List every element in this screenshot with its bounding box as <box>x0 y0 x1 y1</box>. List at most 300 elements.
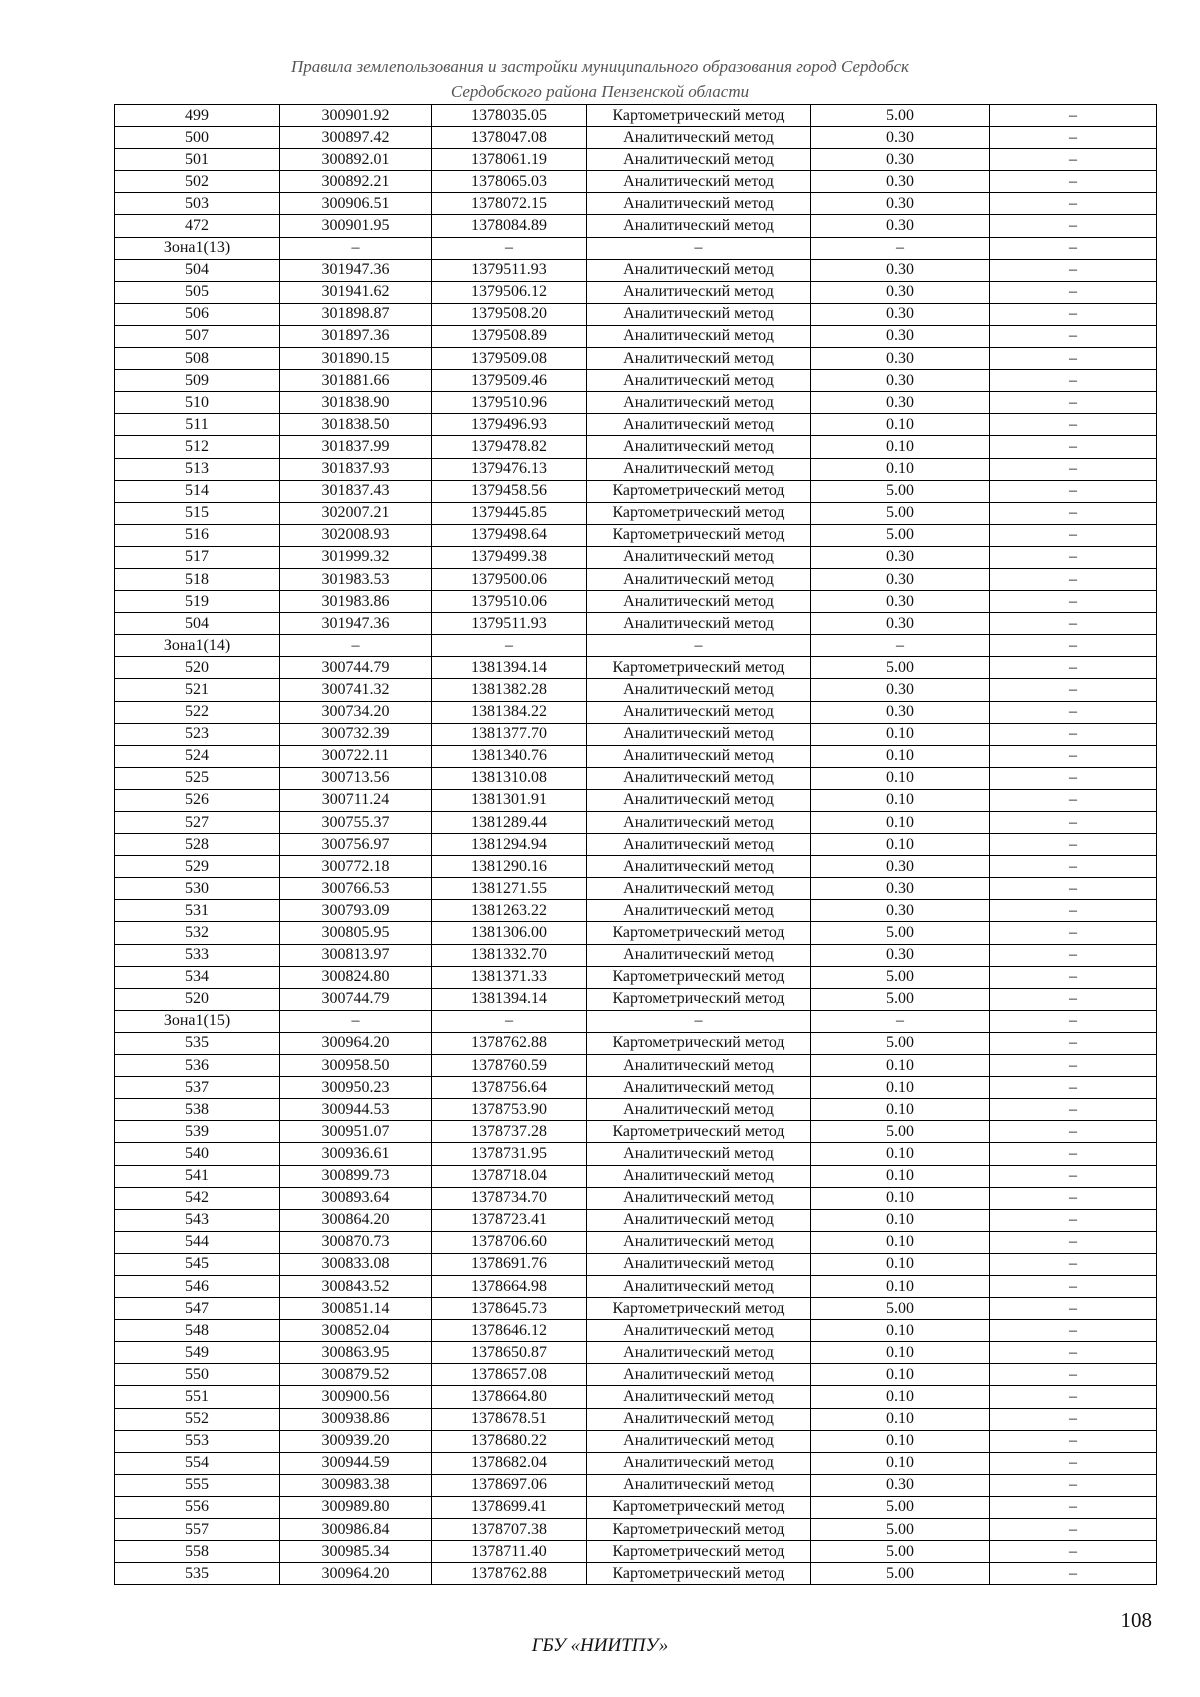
table-row <box>115 370 1157 392</box>
x-coordinate-cell: 300964.20 <box>280 1032 432 1054</box>
table-row <box>115 546 1157 568</box>
page-header <box>0 54 1200 104</box>
description-cell: – <box>990 303 1157 325</box>
method-cell: Аналитический метод <box>587 723 811 745</box>
y-coordinate-cell: 1378723.41 <box>432 1209 587 1231</box>
description-cell: – <box>990 1541 1157 1563</box>
description-cell: – <box>990 1143 1157 1165</box>
accuracy-cell: 0.30 <box>811 613 990 635</box>
point-number-cell: 502 <box>115 171 280 193</box>
table-row <box>115 745 1157 767</box>
x-coordinate-cell: 300901.92 <box>280 105 432 127</box>
method-cell: Аналитический метод <box>587 370 811 392</box>
header-line-1: Правила землепользования и застройки муниципального образования город Сердобск <box>290 57 909 76</box>
x-coordinate-cell: 300756.97 <box>280 834 432 856</box>
x-coordinate-cell: 300851.14 <box>280 1298 432 1320</box>
x-coordinate-cell: 300879.52 <box>280 1364 432 1386</box>
x-coordinate-cell: 301837.93 <box>280 458 432 480</box>
table-row <box>115 1143 1157 1165</box>
table-row <box>115 1452 1157 1474</box>
description-cell: – <box>990 348 1157 370</box>
point-number-cell: 555 <box>115 1474 280 1496</box>
x-coordinate-cell: 301999.32 <box>280 546 432 568</box>
y-coordinate-cell: 1379500.06 <box>432 568 587 590</box>
accuracy-cell: 0.30 <box>811 568 990 590</box>
method-cell: Картометрический метод <box>587 657 811 679</box>
accuracy-cell: 0.10 <box>811 1165 990 1187</box>
x-coordinate-cell: – <box>280 1010 432 1032</box>
description-cell: – <box>990 723 1157 745</box>
description-cell: – <box>990 480 1157 502</box>
table-row <box>115 502 1157 524</box>
x-coordinate-cell: 300964.20 <box>280 1563 432 1585</box>
y-coordinate-cell: 1378645.73 <box>432 1298 587 1320</box>
description-cell: – <box>990 1474 1157 1496</box>
point-number-cell: 521 <box>115 679 280 701</box>
table-row <box>115 856 1157 878</box>
y-coordinate-cell: 1378707.38 <box>432 1519 587 1541</box>
table-row <box>115 1342 1157 1364</box>
x-coordinate-cell: 300711.24 <box>280 789 432 811</box>
table-row <box>115 922 1157 944</box>
y-coordinate-cell: 1378756.64 <box>432 1077 587 1099</box>
description-cell: – <box>990 1209 1157 1231</box>
x-coordinate-cell: 300939.20 <box>280 1430 432 1452</box>
accuracy-cell: 0.10 <box>811 1452 990 1474</box>
description-cell: – <box>990 1320 1157 1342</box>
x-coordinate-cell: 302008.93 <box>280 524 432 546</box>
method-cell: Аналитический метод <box>587 944 811 966</box>
method-cell: Аналитический метод <box>587 1430 811 1452</box>
accuracy-cell: 0.30 <box>811 348 990 370</box>
table-row <box>115 171 1157 193</box>
table-row <box>115 259 1157 281</box>
table-row <box>115 1430 1157 1452</box>
page-footer: ГБУ «НИИТПУ» <box>531 1635 669 1656</box>
point-number-cell: 520 <box>115 657 280 679</box>
accuracy-cell: 0.10 <box>811 1430 990 1452</box>
accuracy-cell: 0.10 <box>811 1143 990 1165</box>
table-row <box>115 458 1157 480</box>
coordinates-table-body <box>115 105 1157 1585</box>
accuracy-cell: 0.30 <box>811 193 990 215</box>
method-cell: Аналитический метод <box>587 1077 811 1099</box>
table-row <box>115 1032 1157 1054</box>
description-cell: – <box>990 1496 1157 1518</box>
table-row <box>115 193 1157 215</box>
y-coordinate-cell: 1378737.28 <box>432 1121 587 1143</box>
y-coordinate-cell: 1379496.93 <box>432 414 587 436</box>
y-coordinate-cell: 1379510.96 <box>432 392 587 414</box>
accuracy-cell: 0.10 <box>811 834 990 856</box>
y-coordinate-cell: 1379508.89 <box>432 325 587 347</box>
point-number-cell: 531 <box>115 900 280 922</box>
x-coordinate-cell: 300805.95 <box>280 922 432 944</box>
table-row <box>115 613 1157 635</box>
accuracy-cell: 0.10 <box>811 789 990 811</box>
x-coordinate-cell: 300870.73 <box>280 1231 432 1253</box>
y-coordinate-cell: 1378697.06 <box>432 1474 587 1496</box>
y-coordinate-cell: 1378664.98 <box>432 1275 587 1297</box>
method-cell: Аналитический метод <box>587 701 811 723</box>
method-cell: Аналитический метод <box>587 127 811 149</box>
method-cell: – <box>587 237 811 259</box>
method-cell: Аналитический метод <box>587 1099 811 1121</box>
description-cell: – <box>990 149 1157 171</box>
x-coordinate-cell: 300938.86 <box>280 1408 432 1430</box>
accuracy-cell: 0.10 <box>811 1408 990 1430</box>
description-cell: – <box>990 193 1157 215</box>
table-row <box>115 1364 1157 1386</box>
x-coordinate-cell: 300899.73 <box>280 1165 432 1187</box>
point-number-cell: 543 <box>115 1209 280 1231</box>
x-coordinate-cell: 300824.80 <box>280 966 432 988</box>
table-row <box>115 966 1157 988</box>
point-number-cell: Зона1(14) <box>115 635 280 657</box>
method-cell: Аналитический метод <box>587 436 811 458</box>
method-cell: Аналитический метод <box>587 392 811 414</box>
method-cell: Картометрический метод <box>587 1496 811 1518</box>
table-row <box>115 1541 1157 1563</box>
point-number-cell: 553 <box>115 1430 280 1452</box>
description-cell: – <box>990 1519 1157 1541</box>
description-cell: – <box>990 878 1157 900</box>
x-coordinate-cell: 300985.34 <box>280 1541 432 1563</box>
accuracy-cell: 0.30 <box>811 171 990 193</box>
accuracy-cell: 5.00 <box>811 105 990 127</box>
accuracy-cell: 5.00 <box>811 657 990 679</box>
point-number-cell: 512 <box>115 436 280 458</box>
accuracy-cell: 0.10 <box>811 1055 990 1077</box>
description-cell: – <box>990 1452 1157 1474</box>
method-cell: Аналитический метод <box>587 1209 811 1231</box>
table-row <box>115 1187 1157 1209</box>
y-coordinate-cell: 1378657.08 <box>432 1364 587 1386</box>
accuracy-cell: 5.00 <box>811 922 990 944</box>
y-coordinate-cell: 1379499.38 <box>432 546 587 568</box>
method-cell: Аналитический метод <box>587 1474 811 1496</box>
accuracy-cell: 5.00 <box>811 1496 990 1518</box>
x-coordinate-cell: 300986.84 <box>280 1519 432 1541</box>
description-cell: – <box>990 701 1157 723</box>
table-row <box>115 1386 1157 1408</box>
point-number-cell: 499 <box>115 105 280 127</box>
y-coordinate-cell: 1378664.80 <box>432 1386 587 1408</box>
point-number-cell: 528 <box>115 834 280 856</box>
table-row <box>115 149 1157 171</box>
y-coordinate-cell: 1378035.05 <box>432 105 587 127</box>
description-cell: – <box>990 1253 1157 1275</box>
point-number-cell: 503 <box>115 193 280 215</box>
description-cell: – <box>990 281 1157 303</box>
table-row <box>115 1563 1157 1585</box>
description-cell: – <box>990 502 1157 524</box>
y-coordinate-cell: 1379511.93 <box>432 613 587 635</box>
accuracy-cell: 0.30 <box>811 546 990 568</box>
table-row <box>115 1121 1157 1143</box>
method-cell: Аналитический метод <box>587 1187 811 1209</box>
point-number-cell: 508 <box>115 348 280 370</box>
method-cell: Картометрический метод <box>587 966 811 988</box>
y-coordinate-cell: 1378680.22 <box>432 1430 587 1452</box>
description-cell: – <box>990 657 1157 679</box>
description-cell: – <box>990 679 1157 701</box>
x-coordinate-cell: 300989.80 <box>280 1496 432 1518</box>
point-number-cell: 513 <box>115 458 280 480</box>
x-coordinate-cell: 300892.21 <box>280 171 432 193</box>
method-cell: Картометрический метод <box>587 1519 811 1541</box>
y-coordinate-cell: 1379445.85 <box>432 502 587 524</box>
description-cell: – <box>990 767 1157 789</box>
accuracy-cell: 0.30 <box>811 591 990 613</box>
point-number-cell: 514 <box>115 480 280 502</box>
description-cell: – <box>990 105 1157 127</box>
point-number-cell: 524 <box>115 745 280 767</box>
accuracy-cell: 0.30 <box>811 392 990 414</box>
method-cell: Картометрический метод <box>587 1298 811 1320</box>
description-cell: – <box>990 789 1157 811</box>
x-coordinate-cell: 300741.32 <box>280 679 432 701</box>
description-cell: – <box>990 1231 1157 1253</box>
accuracy-cell: 0.10 <box>811 1342 990 1364</box>
description-cell: – <box>990 1342 1157 1364</box>
y-coordinate-cell: 1381332.70 <box>432 944 587 966</box>
x-coordinate-cell: 300950.23 <box>280 1077 432 1099</box>
table-row <box>115 1275 1157 1297</box>
method-cell: Аналитический метод <box>587 1231 811 1253</box>
accuracy-cell: 0.30 <box>811 281 990 303</box>
table-row <box>115 1077 1157 1099</box>
y-coordinate-cell: 1378691.76 <box>432 1253 587 1275</box>
accuracy-cell: 0.30 <box>811 259 990 281</box>
point-number-cell: 537 <box>115 1077 280 1099</box>
description-cell: – <box>990 856 1157 878</box>
y-coordinate-cell: 1379478.82 <box>432 436 587 458</box>
accuracy-cell: 0.10 <box>811 1099 990 1121</box>
method-cell: – <box>587 1010 811 1032</box>
table-row <box>115 1474 1157 1496</box>
point-number-cell: 532 <box>115 922 280 944</box>
point-number-cell: 523 <box>115 723 280 745</box>
x-coordinate-cell: 300793.09 <box>280 900 432 922</box>
y-coordinate-cell: 1379506.12 <box>432 281 587 303</box>
table-row <box>115 524 1157 546</box>
method-cell: Аналитический метод <box>587 1143 811 1165</box>
method-cell: Картометрический метод <box>587 502 811 524</box>
table-row <box>115 635 1157 657</box>
x-coordinate-cell: 300901.95 <box>280 215 432 237</box>
accuracy-cell: 0.10 <box>811 1253 990 1275</box>
description-cell: – <box>990 834 1157 856</box>
coordinates-table <box>114 104 1157 1585</box>
table-row <box>115 392 1157 414</box>
method-cell: Аналитический метод <box>587 1320 811 1342</box>
x-coordinate-cell: 300958.50 <box>280 1055 432 1077</box>
table-row <box>115 1010 1157 1032</box>
accuracy-cell: 5.00 <box>811 1541 990 1563</box>
description-cell: – <box>990 1275 1157 1297</box>
description-cell: – <box>990 1099 1157 1121</box>
method-cell: Картометрический метод <box>587 1563 811 1585</box>
accuracy-cell: 0.30 <box>811 856 990 878</box>
x-coordinate-cell: 300897.42 <box>280 127 432 149</box>
table-row <box>115 834 1157 856</box>
x-coordinate-cell: 301837.43 <box>280 480 432 502</box>
point-number-cell: 527 <box>115 812 280 834</box>
y-coordinate-cell: 1378682.04 <box>432 1452 587 1474</box>
x-coordinate-cell: 300951.07 <box>280 1121 432 1143</box>
table-row <box>115 944 1157 966</box>
x-coordinate-cell: 300936.61 <box>280 1143 432 1165</box>
page-number: 108 <box>1120 1608 1152 1632</box>
description-cell: – <box>990 591 1157 613</box>
method-cell: Аналитический метод <box>587 679 811 701</box>
accuracy-cell: 5.00 <box>811 524 990 546</box>
point-number-cell: 507 <box>115 325 280 347</box>
accuracy-cell: 0.10 <box>811 458 990 480</box>
point-number-cell: 550 <box>115 1364 280 1386</box>
point-number-cell: 506 <box>115 303 280 325</box>
description-cell: – <box>990 1563 1157 1585</box>
method-cell: Аналитический метод <box>587 193 811 215</box>
point-number-cell: 558 <box>115 1541 280 1563</box>
method-cell: Аналитический метод <box>587 348 811 370</box>
point-number-cell: 504 <box>115 259 280 281</box>
x-coordinate-cell: 300772.18 <box>280 856 432 878</box>
point-number-cell: 542 <box>115 1187 280 1209</box>
method-cell: Картометрический метод <box>587 105 811 127</box>
point-number-cell: 525 <box>115 767 280 789</box>
accuracy-cell: 0.30 <box>811 303 990 325</box>
method-cell: Аналитический метод <box>587 303 811 325</box>
method-cell: Аналитический метод <box>587 856 811 878</box>
accuracy-cell: – <box>811 237 990 259</box>
table-row <box>115 1253 1157 1275</box>
description-cell: – <box>990 1032 1157 1054</box>
y-coordinate-cell: 1379476.13 <box>432 458 587 480</box>
accuracy-cell: 0.10 <box>811 1364 990 1386</box>
y-coordinate-cell: 1379511.93 <box>432 259 587 281</box>
point-number-cell: 535 <box>115 1563 280 1585</box>
method-cell: Аналитический метод <box>587 1386 811 1408</box>
accuracy-cell: 0.30 <box>811 370 990 392</box>
description-cell: – <box>990 1364 1157 1386</box>
point-number-cell: 545 <box>115 1253 280 1275</box>
table-row <box>115 281 1157 303</box>
y-coordinate-cell: 1378734.70 <box>432 1187 587 1209</box>
description-cell: – <box>990 966 1157 988</box>
y-coordinate-cell: 1378711.40 <box>432 1541 587 1563</box>
x-coordinate-cell: 300944.59 <box>280 1452 432 1474</box>
table-row <box>115 414 1157 436</box>
y-coordinate-cell: 1378762.88 <box>432 1032 587 1054</box>
table-row <box>115 1055 1157 1077</box>
method-cell: Аналитический метод <box>587 1364 811 1386</box>
y-coordinate-cell: 1378678.51 <box>432 1408 587 1430</box>
y-coordinate-cell: 1378762.88 <box>432 1563 587 1585</box>
point-number-cell: 556 <box>115 1496 280 1518</box>
description-cell: – <box>990 524 1157 546</box>
y-coordinate-cell: 1379508.20 <box>432 303 587 325</box>
y-coordinate-cell: – <box>432 635 587 657</box>
x-coordinate-cell: 300734.20 <box>280 701 432 723</box>
table-row <box>115 1298 1157 1320</box>
method-cell: Аналитический метод <box>587 325 811 347</box>
x-coordinate-cell: 301838.90 <box>280 392 432 414</box>
x-coordinate-cell: 300713.56 <box>280 767 432 789</box>
method-cell: Картометрический метод <box>587 988 811 1010</box>
point-number-cell: 536 <box>115 1055 280 1077</box>
table-row <box>115 1231 1157 1253</box>
description-cell: – <box>990 215 1157 237</box>
table-row <box>115 436 1157 458</box>
description-cell: – <box>990 613 1157 635</box>
point-number-cell: 533 <box>115 944 280 966</box>
method-cell: Аналитический метод <box>587 613 811 635</box>
method-cell: Аналитический метод <box>587 1055 811 1077</box>
accuracy-cell: 0.30 <box>811 149 990 171</box>
description-cell: – <box>990 370 1157 392</box>
table-row <box>115 679 1157 701</box>
point-number-cell: 552 <box>115 1408 280 1430</box>
y-coordinate-cell: 1381306.00 <box>432 922 587 944</box>
accuracy-cell: 0.10 <box>811 1275 990 1297</box>
table-row <box>115 325 1157 347</box>
x-coordinate-cell: 301983.86 <box>280 591 432 613</box>
method-cell: – <box>587 635 811 657</box>
method-cell: Аналитический метод <box>587 281 811 303</box>
method-cell: Аналитический метод <box>587 591 811 613</box>
y-coordinate-cell: 1379458.56 <box>432 480 587 502</box>
description-cell: – <box>990 635 1157 657</box>
x-coordinate-cell: 300864.20 <box>280 1209 432 1231</box>
table-row <box>115 1496 1157 1518</box>
description-cell: – <box>990 812 1157 834</box>
accuracy-cell: 0.30 <box>811 878 990 900</box>
accuracy-cell: 5.00 <box>811 1519 990 1541</box>
point-number-cell: 539 <box>115 1121 280 1143</box>
point-number-cell: 546 <box>115 1275 280 1297</box>
accuracy-cell: 5.00 <box>811 1032 990 1054</box>
point-number-cell: 549 <box>115 1342 280 1364</box>
table-row <box>115 1165 1157 1187</box>
y-coordinate-cell: 1381340.76 <box>432 745 587 767</box>
accuracy-cell: 0.10 <box>811 436 990 458</box>
y-coordinate-cell: 1381263.22 <box>432 900 587 922</box>
table-row <box>115 127 1157 149</box>
table-row <box>115 237 1157 259</box>
y-coordinate-cell: 1381377.70 <box>432 723 587 745</box>
point-number-cell: Зона1(15) <box>115 1010 280 1032</box>
description-cell: – <box>990 1077 1157 1099</box>
x-coordinate-cell: 300813.97 <box>280 944 432 966</box>
x-coordinate-cell: 301838.50 <box>280 414 432 436</box>
point-number-cell: 518 <box>115 568 280 590</box>
method-cell: Аналитический метод <box>587 259 811 281</box>
table-row <box>115 591 1157 613</box>
description-cell: – <box>990 127 1157 149</box>
point-number-cell: 547 <box>115 1298 280 1320</box>
x-coordinate-cell: 301947.36 <box>280 613 432 635</box>
description-cell: – <box>990 988 1157 1010</box>
accuracy-cell: – <box>811 635 990 657</box>
y-coordinate-cell: 1378646.12 <box>432 1320 587 1342</box>
description-cell: – <box>990 325 1157 347</box>
description-cell: – <box>990 546 1157 568</box>
x-coordinate-cell: 300852.04 <box>280 1320 432 1342</box>
method-cell: Аналитический метод <box>587 568 811 590</box>
point-number-cell: 510 <box>115 392 280 414</box>
